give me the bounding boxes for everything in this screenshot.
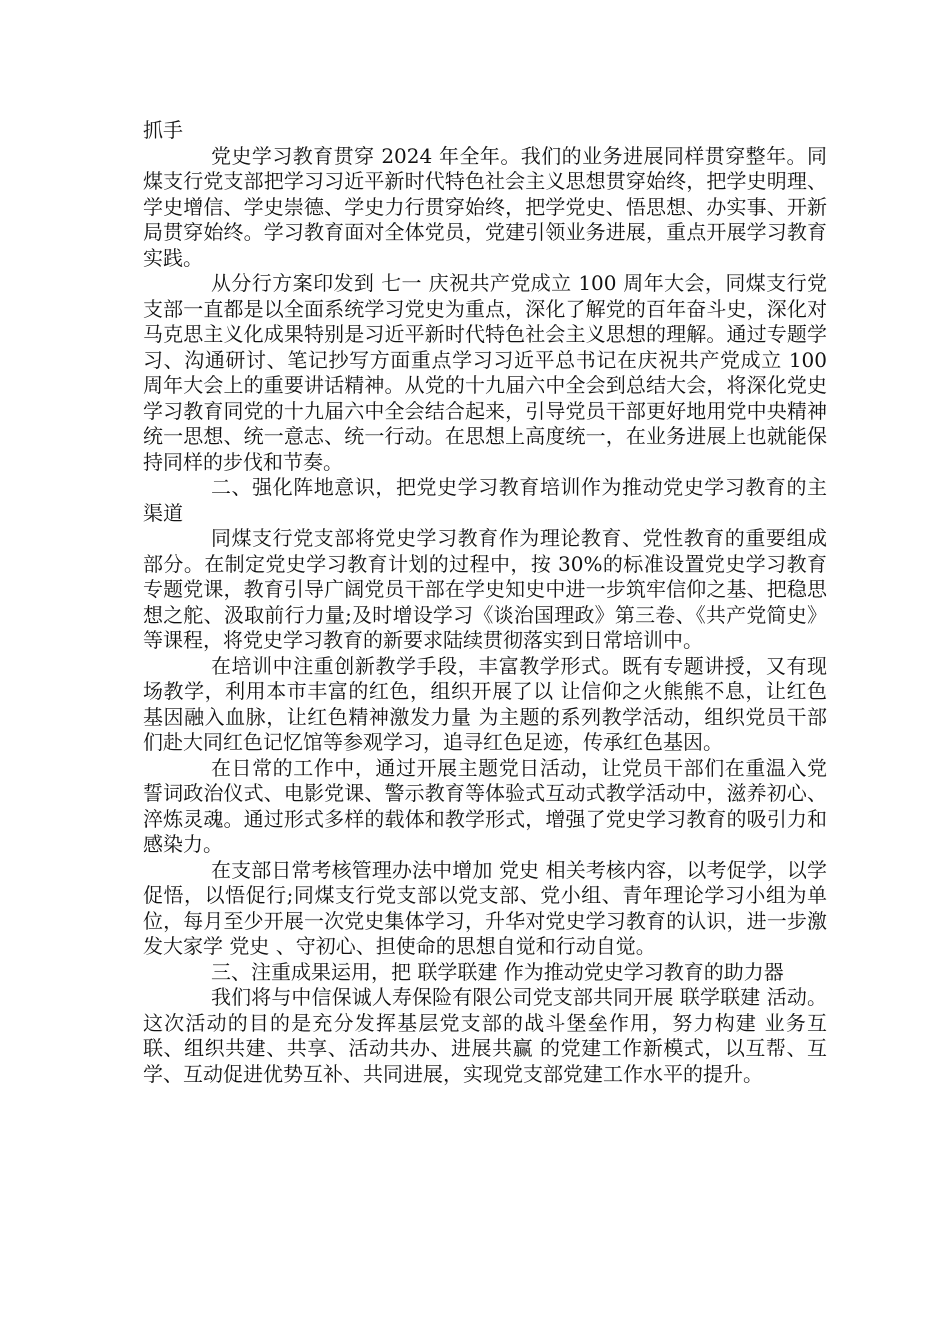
section-heading-3: 三、注重成果运用，把 联学联建 作为推动党史学习教育的助力器 bbox=[211, 959, 784, 984]
paragraph-2: 从分行方案印发到 七一 庆祝共产党成立 100 周年大会，同煤支行党支部一直都是以全面系统学习党史为重点，深化了解党的百年奋斗史，深化对马克思主义化成果特别是习近平新时代特色社会主义思想的理解。通过专题学习、沟通研讨、笔记抄写方面重点学习习近平总书记在庆祝共产党成立 100 周年大会上的重要讲话精神。从党的十九届六中全会到总结大会，将深化党史学习教育同党的十九届六中全会结合起来，引导党员干部更好地用党中央精神统一思想、统一意志、统一行动。在思想上高度统一，在业务进展上也就能保持同样的步伐和节奏。 bbox=[143, 271, 827, 474]
paragraph-4: 在培训中注重创新教学手段，丰富教学形式。既有专题讲授，又有现场教学，利用本市丰富的红色，组织开展了以 让信仰之火熊熊不息，让红色基因融入血脉，让红色精神激发力量 为主题的系列教学活动，组织党员干部们赴大同红色记忆馆等参观学习，追寻红色足迹，传承红色基因。 bbox=[143, 653, 827, 754]
paragraph-5: 在日常的工作中，通过开展主题党日活动，让党员干部们在重温入党誓词政治仪式、电影党课、警示教育等体验式互动式教学活动中，滋养初心、淬炼灵魂。通过形式多样的载体和教学形式，增强了党史学习教育的吸引力和感染力。 bbox=[143, 755, 827, 856]
paragraph-7: 我们将与中信保诚人寿保险有限公司党支部共同开展 联学联建 活动。这次活动的目的是充分发挥基层党支部的战斗堡垒作用，努力构建 业务互联、组织共建、共享、活动共办、进展共赢 的党建工作新模式，以互帮、互学、互动促进优势互补、共同进展，实现党支部党建工作水平的提升。 bbox=[143, 985, 827, 1086]
section-heading-2: 二、强化阵地意识，把党史学习教育培训作为推动党史学习教育的主渠道 bbox=[143, 475, 827, 525]
paragraph-6: 在支部日常考核管理办法中增加 党史 相关考核内容，以考促学，以学促悟，以悟促行;同煤支行党支部以党支部、党小组、青年理论学习小组为单位，每月至少开展一次党史集体学习，升华对党史学习教育的认识，进一步激发大家学 党史 、守初心、担使命的思想自觉和行动自觉。 bbox=[143, 857, 827, 958]
document-body bbox=[143, 118, 827, 1087]
paragraph-3: 同煤支行党支部将党史学习教育作为理论教育、党性教育的重要组成部分。在制定党史学习教育计划的过程中，按 30%的标准设置党史学习教育专题党课，教育引导广阔党员干部在学史知史中进一步筑牢信仰之基、把稳思想之舵、汲取前行力量;及时增设学习《谈治国理政》第三卷、《共产党简史》等课程，将党史学习教育的新要求陆续贯彻落实到日常培训中。 bbox=[143, 526, 827, 652]
paragraph-heading-fragment: 抓手 bbox=[143, 118, 183, 142]
paragraph-1: 党史学习教育贯穿 2024 年全年。我们的业务进展同样贯穿整年。同煤支行党支部把学习习近平新时代特色社会主义思想贯穿始终，把学史明理、学史增信、学史崇德、学史力行贯穿始终，把学党史、悟思想、办实事、开新局贯穿始终。学习教育面对全体党员，党建引领业务进展，重点开展学习教育实践。 bbox=[143, 143, 827, 270]
